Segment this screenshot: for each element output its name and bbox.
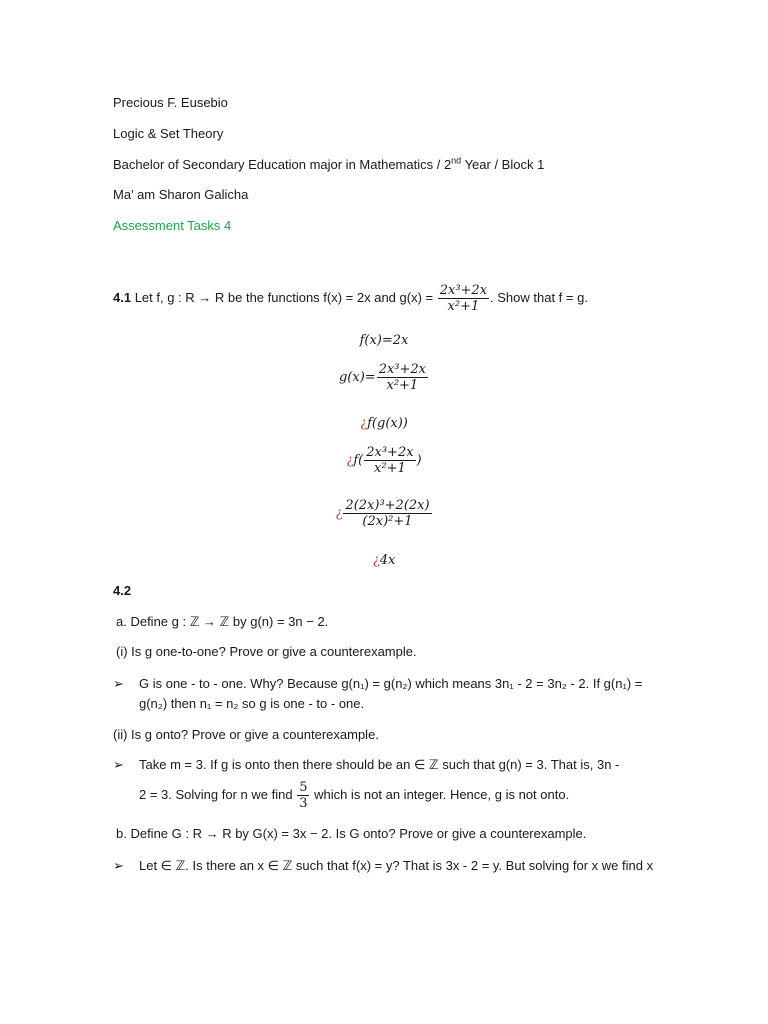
equation-fraction: $\frac{\text{2x³+2x}}{\text{x²+1}}$ (378, 362, 426, 393)
equation-3: ¿f(g(x)) (360, 416, 408, 431)
answer-bullet-3: Let ∈ ℤ. Is there an x ∈ ℤ such that f(x) = y? That is 3x - 2 = y. But solving for x we find x (139, 858, 654, 873)
question-number: 4.1 (113, 290, 132, 305)
equation-1: f(x)=2x (359, 333, 409, 348)
fraction-denominator: x²+1 (447, 299, 480, 315)
equation-mark: ¿ (335, 506, 343, 521)
question-text-after: . Show that f = g. (490, 290, 588, 305)
question-4-2-i: (i) Is g one-to-one? Prove or give a counterexample. (116, 644, 417, 659)
gx-fraction (438, 283, 489, 314)
equation-mark: ¿ (360, 416, 368, 431)
program-sup: nd (451, 155, 462, 166)
student-name: Precious F. Eusebio (113, 95, 228, 110)
assessment-heading: Assessment Tasks 4 (113, 218, 232, 233)
course-title: Logic & Set Theory (113, 126, 224, 141)
equation-4: ¿f( $\frac{\text{2x³+2x}}{\text{x²+1}}$ ) (346, 445, 422, 476)
equation-6: ¿4x (372, 553, 396, 568)
program-line (113, 157, 544, 173)
question-text-before: Let f, g : R → R be the functions f(x) = 2x and g(x) = (131, 290, 437, 305)
equation-fraction: $\frac{\text{2x³+2x}}{\text{x²+1}}$ (366, 445, 414, 476)
answer-bullet-1: G is one - to - one. Why? Because g(n₁) = g(n₂) which means 3n₁ - 2 = 3n₂ - 2. If g(n₁) = g(n₂) then n₁ = n₂ so g is one - to - one. (139, 676, 643, 711)
question-4-2-b: b. Define G : R → R by G(x) = 3x − 2. Is G onto? Prove or give a counterexample. (116, 826, 587, 841)
question-4-1 (113, 281, 588, 315)
equation-2 (0, 362, 768, 393)
five-thirds-fraction: $\frac{5}{3}$ (299, 780, 308, 812)
equation-mark: ¿ (372, 553, 380, 568)
answer-bullet-2-line-1: Take m = 3. If g is onto then there should be an ∈ ℤ such that g(n) = 3. That is, 3n - (139, 757, 620, 772)
question-4-2-ii: (ii) Is g onto? Prove or give a counterexample. (113, 727, 379, 742)
question-4-2-a: a. Define g : ℤ → ℤ by g(n) = 3n − 2. (116, 614, 329, 629)
program-prefix: Bachelor of Secondary Education major in Mathematics / 2 (113, 157, 452, 172)
question-4-2-number: 4.2 (113, 583, 132, 598)
bullet-arrow-icon: ➢ (113, 676, 124, 691)
equation-5 (0, 498, 768, 529)
equation-lhs: g(x)= (338, 370, 376, 385)
teacher-name: Ma’ am Sharon Galicha (113, 187, 249, 202)
fraction-numerator: 2x³+2x (439, 283, 488, 299)
equation-fraction: $\frac{\text{2(2x)³+2(2x)}}{\text{(2x)²+1}}$ (345, 498, 430, 529)
program-suffix: Year / Block 1 (461, 157, 545, 172)
bullet-arrow-icon: ➢ (113, 858, 124, 873)
answer-bullet-2-line-2: 2 = 3. Solving for n we find $\frac{5}{3}$ which is not an integer. Hence, g is not onto. (139, 780, 570, 812)
bullet-arrow-icon: ➢ (113, 757, 124, 772)
equation-mark: ¿ (346, 453, 354, 468)
